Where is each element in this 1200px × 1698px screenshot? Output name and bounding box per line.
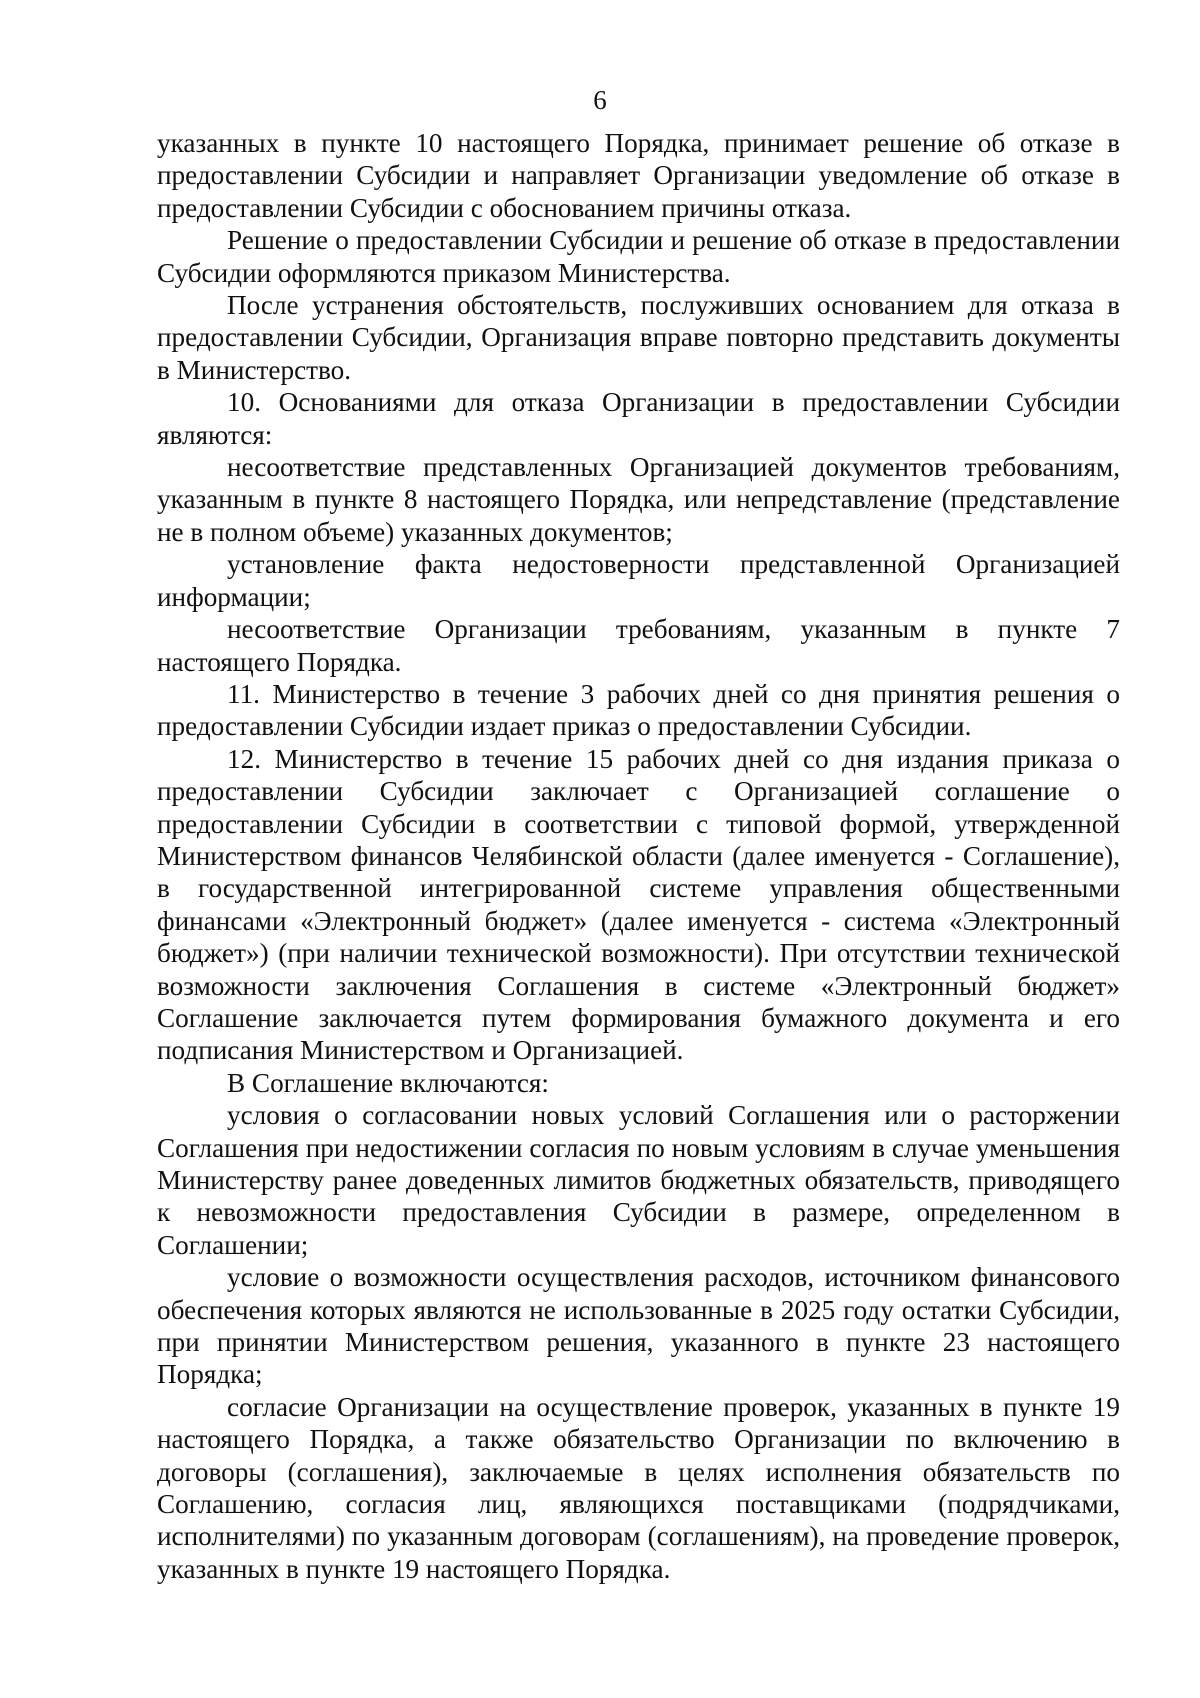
paragraph: несоответствие Организации требованиям, указанным в пункте 7 настоящего Порядка. [157, 614, 1120, 677]
paragraph: 11. Министерство в течение 3 рабочих дней со дня принятия решения о предоставлении Субсидии издает приказ о предоставлении Субсидии. [157, 678, 1120, 742]
paragraph: Решение о предоставлении Субсидии и решение об отказе в предоставлении Субсидии оформляются приказом Министерства. [157, 225, 1120, 288]
paragraph: согласие Организации на осуществление проверок, указанных в пункте 19 настоящего Порядка, а также обязательство Организации по включению в договоры (соглашения), заключаемые в целях исполнения обязательств по Соглашению, согласия лиц, являющихся поставщиками (подрядчиками, исполнителями) по указанным договорам (соглашениям), на проведение проверок, указанных в пункте 19 настоящего Порядка. [157, 1391, 1120, 1584]
paragraph: условие о возможности осуществления расходов, источником финансового обеспечения которых являются не использованные в 2025 году остатки Субсидии, при принятии Министерством решения, указанного в пункте 23 настоящего Порядка; [157, 1262, 1120, 1390]
paragraph: 12. Министерство в течение 15 рабочих дней со дня издания приказа о предоставлении Субсидии заключает с Организацией соглашение о предоставлении Субсидии в соответствии с типовой формой, утвержденной Министерством финансов Челябинской области (далее именуется - Соглашение), в государственной интегрированной системе управления общественными финансами «Электронный бюджет» (далее именуется - система «Электронный бюджет») (при наличии технической возможности). При отсутствии технической возможности заключения Соглашения в системе «Электронный бюджет» Соглашение заключается путем формирования бумажного документа и его подписания Министерством и Организацией. [157, 743, 1120, 1066]
paragraph: установление факта недостоверности представленной Организацией информации; [157, 549, 1120, 612]
document-body [157, 127, 1120, 1585]
paragraph: В Соглашение включаются: [227, 1067, 549, 1098]
paragraph: несоответствие представленных Организацией документов требованиям, указанным в пункте 8 настоящего Порядка, или непредставление (представление не в полном объеме) указанных документов; [157, 452, 1120, 547]
paragraph: 10. Основаниями для отказа Организации в предоставлении Субсидии являются: [157, 387, 1120, 450]
paragraph: указанных в пункте 10 настоящего Порядка, принимает решение об отказе в предоставлении Субсидии и направляет Организации уведомление об отказе в предоставлении Субсидии с обоснованием причины отказа. [157, 128, 1120, 223]
paragraph: условия о согласовании новых условий Соглашения или о расторжении Соглашения при недостижении согласия по новым условиям в случае уменьшения Министерству ранее доведенных лимитов бюджетных обязательств, приводящего к невозможности предоставления Субсидии в размере, определенном в Соглашении; [157, 1100, 1120, 1260]
page-number: 6 [593, 85, 607, 115]
paragraph: После устранения обстоятельств, послуживших основанием для отказа в предоставлении Субсидии, Организация вправе повторно представить документы в Министерство. [157, 290, 1120, 385]
